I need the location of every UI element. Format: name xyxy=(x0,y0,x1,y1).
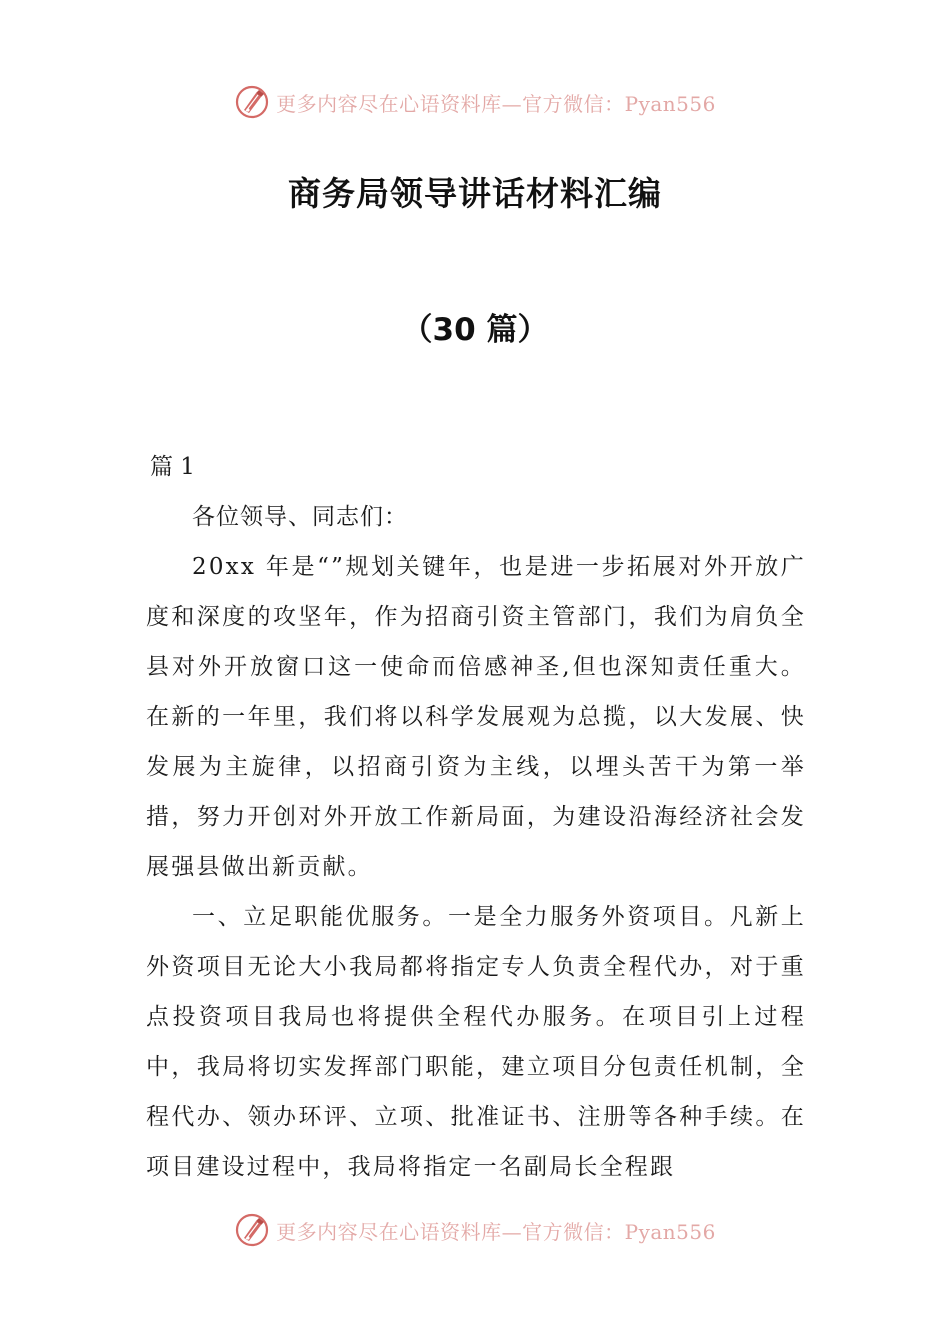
document-title: 商务局领导讲话材料汇编 xyxy=(288,174,662,213)
watermark-text: 更多内容尽在心语资料库—官方微信：Pyan556 xyxy=(276,1219,716,1244)
body-paragraph-1: 20xx 年是“”规划关键年，也是进一步拓展对外开放广度和深度的攻坚年，作为招商引资主管部门，我们为肩负全县对外开放窗口这一使命而倍感神圣,但也深知责任重大。在新的一年里，我们将以科学发展观为总揽，以大发展、快发展为主旋律，以招商引资为主线，以埋头苦干为第一举措，努力开创对外开放工作新局面，为建设沿海经济社会发展强县做出新贡献。 xyxy=(146,554,806,880)
pen-nib-logo-icon xyxy=(234,84,270,120)
document-subtitle: （30 篇） xyxy=(401,312,549,348)
body-paragraph-2: 一、立足职能优服务。一是全力服务外资项目。凡新上外资项目无论大小我局都将指定专人负责全程代办，对于重点投资项目我局也将提供全程代办服务。在项目引上过程中，我局将切实发挥部门职能，建立项目分包责任机制，全程代办、领办环评、立项、批准证书、注册等各种手续。在项目建设过程中，我局将指定一名副局长全程跟 xyxy=(146,904,806,1180)
watermark-text: 更多内容尽在心语资料库—官方微信：Pyan556 xyxy=(276,91,716,116)
header-watermark xyxy=(0,80,950,124)
pen-nib-logo-icon xyxy=(234,1212,270,1248)
document-body xyxy=(146,442,806,1192)
footer-watermark xyxy=(0,1208,950,1252)
greeting-paragraph: 各位领导、同志们： xyxy=(192,504,408,530)
section-label: 篇 1 xyxy=(150,454,195,480)
